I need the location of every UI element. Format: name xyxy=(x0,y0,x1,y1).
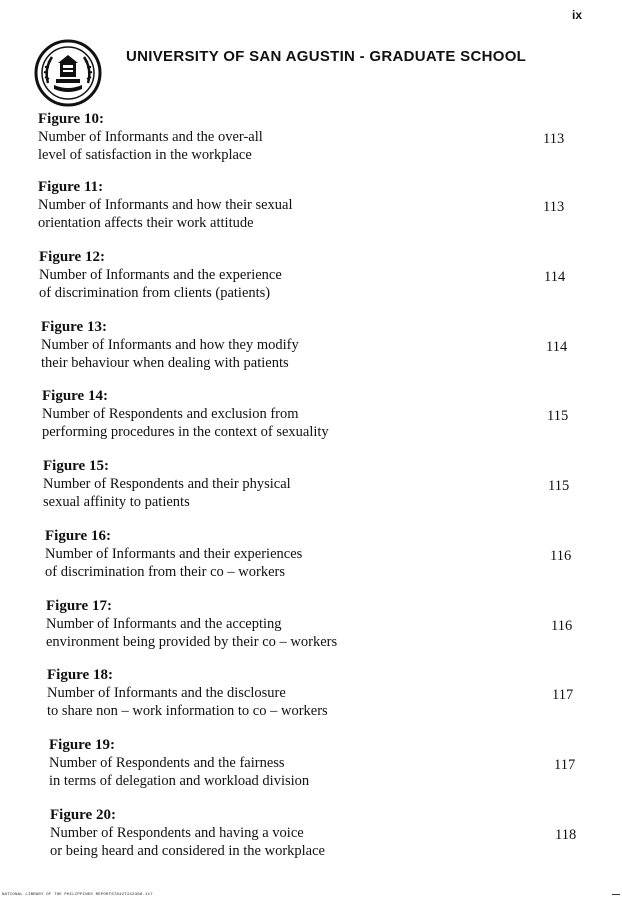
page-ref: 116 xyxy=(550,548,572,564)
list-item xyxy=(41,319,601,381)
figure-caption-line: performing procedures in the context of sexuality xyxy=(42,424,329,440)
figure-caption-line: Number of Informants and how they modify xyxy=(41,337,299,353)
figure-label: Figure 12: xyxy=(39,249,105,265)
figure-caption-line: Number of Informants and the experience xyxy=(39,267,282,283)
figure-caption-line: Number of Informants and the over-all xyxy=(38,129,263,145)
list-item xyxy=(46,598,606,660)
figure-caption-line: Number of Informants and their experiences xyxy=(45,546,303,562)
figure-label: Figure 15: xyxy=(43,458,109,474)
figure-label: Figure 13: xyxy=(41,319,107,335)
page-ref: 113 xyxy=(543,199,565,215)
figure-caption-line: to share non – work information to co – workers xyxy=(47,703,328,719)
figure-caption-line: their behaviour when dealing with patients xyxy=(41,355,289,371)
list-item xyxy=(49,737,609,799)
figure-label: Figure 16: xyxy=(45,528,111,544)
scan-footer-text: NATIONAL LIBRARY OF THE PHILIPPINES REPORTS7842TI42306.117 xyxy=(2,893,153,897)
figure-caption-line: Number of Respondents and exclusion from xyxy=(42,406,299,422)
page-ref: 114 xyxy=(546,339,568,355)
list-item xyxy=(45,528,605,590)
figure-caption-line: Number of Respondents and their physical xyxy=(43,476,291,492)
figure-label: Figure 11: xyxy=(38,179,104,195)
figure-caption-line: Number of Respondents and the fairness xyxy=(49,755,285,771)
figure-caption-line: or being heard and considered in the workplace xyxy=(50,843,325,859)
list-item xyxy=(50,807,610,869)
page-ref: 116 xyxy=(551,618,573,634)
page-ref: 118 xyxy=(555,827,577,843)
figure-caption-line: Number of Respondents and having a voice xyxy=(50,825,304,841)
figure-caption-line: environment being provided by their co – workers xyxy=(46,634,338,650)
page-ref: 115 xyxy=(548,478,570,494)
figure-caption-line: of discrimination from their co – workers xyxy=(45,564,285,580)
list-item xyxy=(38,111,598,173)
page-ref: 115 xyxy=(547,408,569,424)
figure-label: Figure 18: xyxy=(47,667,113,683)
page-ref: 117 xyxy=(554,757,576,773)
figure-caption-line: of discrimination from clients (patients) xyxy=(39,285,271,301)
figure-label: Figure 17: xyxy=(46,598,112,614)
figure-caption-line: Number of Informants and the disclosure xyxy=(47,685,286,701)
figure-caption-line: orientation affects their work attitude xyxy=(38,215,254,231)
figure-label: Figure 14: xyxy=(42,388,108,404)
page-ref: 113 xyxy=(543,131,565,147)
list-item xyxy=(39,249,599,311)
page-ref: 117 xyxy=(552,687,574,703)
figure-caption-line: Number of Informants and how their sexual xyxy=(38,197,293,213)
list-item xyxy=(47,667,607,729)
figure-caption-line: in terms of delegation and workload division xyxy=(49,773,310,789)
list-item xyxy=(42,388,602,450)
list-item xyxy=(43,458,603,520)
footer-divider xyxy=(612,894,620,895)
figure-label: Figure 19: xyxy=(49,737,115,753)
figure-caption-line: Number of Informants and the accepting xyxy=(46,616,282,632)
list-item xyxy=(38,179,598,241)
page-title: UNIVERSITY OF SAN AGUSTIN - GRADUATE SCHOOL xyxy=(126,48,527,65)
figure-label: Figure 10: xyxy=(38,111,104,127)
figure-caption-line: sexual affinity to patients xyxy=(43,494,190,510)
page-number: ix xyxy=(572,8,583,22)
figure-label: Figure 20: xyxy=(50,807,116,823)
page-ref: 114 xyxy=(544,269,566,285)
figure-caption-line: level of satisfaction in the workplace xyxy=(38,147,252,163)
